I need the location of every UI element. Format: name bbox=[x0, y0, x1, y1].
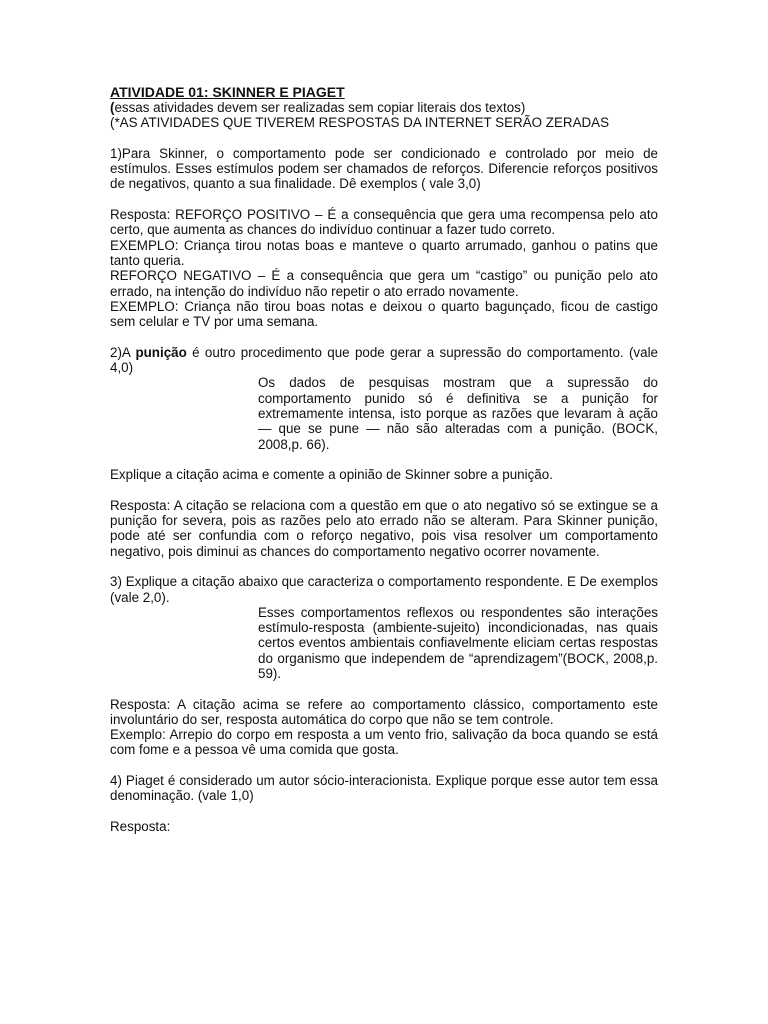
intro-line-1 bbox=[110, 100, 658, 115]
q1-answer-positive: Resposta: REFORÇO POSITIVO – É a consequência que gera uma recompensa pelo ato certo, que aumenta as chances do indivíduo continuar a fazer tudo correto. bbox=[110, 207, 658, 238]
q2-quote: Os dados de pesquisas mostram que a supressão do comportamento punido só é definitiva se a punição for extremamente intensa, isto porque as razões que levaram à ação — que se pune — não são alteradas com a punição. (BOCK, 2008,p. 66). bbox=[258, 375, 658, 452]
q1-answer-negative: REFORÇO NEGATIVO – É a consequência que gera um “castigo” ou punição pelo ato errado, na intenção do indivíduo não repetir o ato errado novamente. bbox=[110, 268, 658, 299]
q2-question-bold: punição bbox=[135, 344, 187, 360]
q2-question bbox=[110, 345, 658, 376]
q1-example-positive: EXEMPLO: Criança tirou notas boas e manteve o quarto arrumado, ganhou o patins que tanto queria. bbox=[110, 237, 658, 268]
q4-answer: Resposta: bbox=[110, 818, 171, 834]
document-title: ATIVIDADE 01: SKINNER E PIAGET bbox=[110, 84, 345, 100]
document-content bbox=[110, 84, 658, 834]
intro-line-1-text: essas atividades devem ser realizadas sem copiar literais dos textos) bbox=[114, 100, 526, 115]
q2-answer: Resposta: A citação se relaciona com a questão em que o ato negativo só se extingue se a punição for severa, pois as razões pelo ato errado não se alteram. Para Skinner punição, pode até ser confundia com o reforço negativo, pois visa resolver um comportamento negativo, pois diminui as chances do comportamento negativo ocorrer novamente. bbox=[110, 497, 658, 559]
q3-example: Exemplo: Arrepio do corpo em resposta a um vento frio, salivação da boca quando se está com fome e a pessoa vê uma comida que gosta. bbox=[110, 727, 658, 758]
q2-instruction: Explique a citação acima e comente a opinião de Skinner sobre a punição. bbox=[110, 467, 553, 483]
q3-question: 3) Explique a citação abaixo que caracteriza o comportamento respondente. E De exemplos (vale 2,0). bbox=[110, 574, 658, 605]
intro-paren: ( bbox=[110, 100, 115, 115]
q1-question: 1)Para Skinner, o comportamento pode ser condicionado e controlado por meio de estímulos. Esses estímulos podem ser chamados de reforços. Diferencie reforços positivos de negativos, quanto a sua finalidade. Dê exemplos ( vale 3,0) bbox=[110, 145, 658, 192]
q2-question-prefix: 2)A bbox=[110, 344, 136, 360]
intro-line-2: (*AS ATIVIDADES QUE TIVEREM RESPOSTAS DA INTERNET SERÃO ZERADAS bbox=[110, 115, 610, 131]
q3-quote: Esses comportamentos reflexos ou respondentes são interações estímulo-resposta (ambiente-sujeito) incondicionadas, nas quais certos eventos ambientais confiavelmente eliciam certas respostas do organismo que independem de “aprendizagem”(BOCK, 2008,p. 59). bbox=[258, 604, 658, 681]
q3-answer: Resposta: A citação acima se refere ao comportamento clássico, comportamento este involuntário do ser, resposta automática do corpo que não se tem controle. bbox=[110, 696, 658, 727]
q2-question-suffix: é outro procedimento que pode gerar a supressão do comportamento. (vale 4,0) bbox=[110, 344, 658, 376]
q4-question: 4) Piaget é considerado um autor sócio-interacionista. Explique porque esse autor tem essa denominação. (vale 1,0) bbox=[110, 773, 658, 804]
q1-example-negative: EXEMPLO: Criança não tirou boas notas e deixou o quarto bagunçado, ficou de castigo sem celular e TV por uma semana. bbox=[110, 298, 658, 330]
